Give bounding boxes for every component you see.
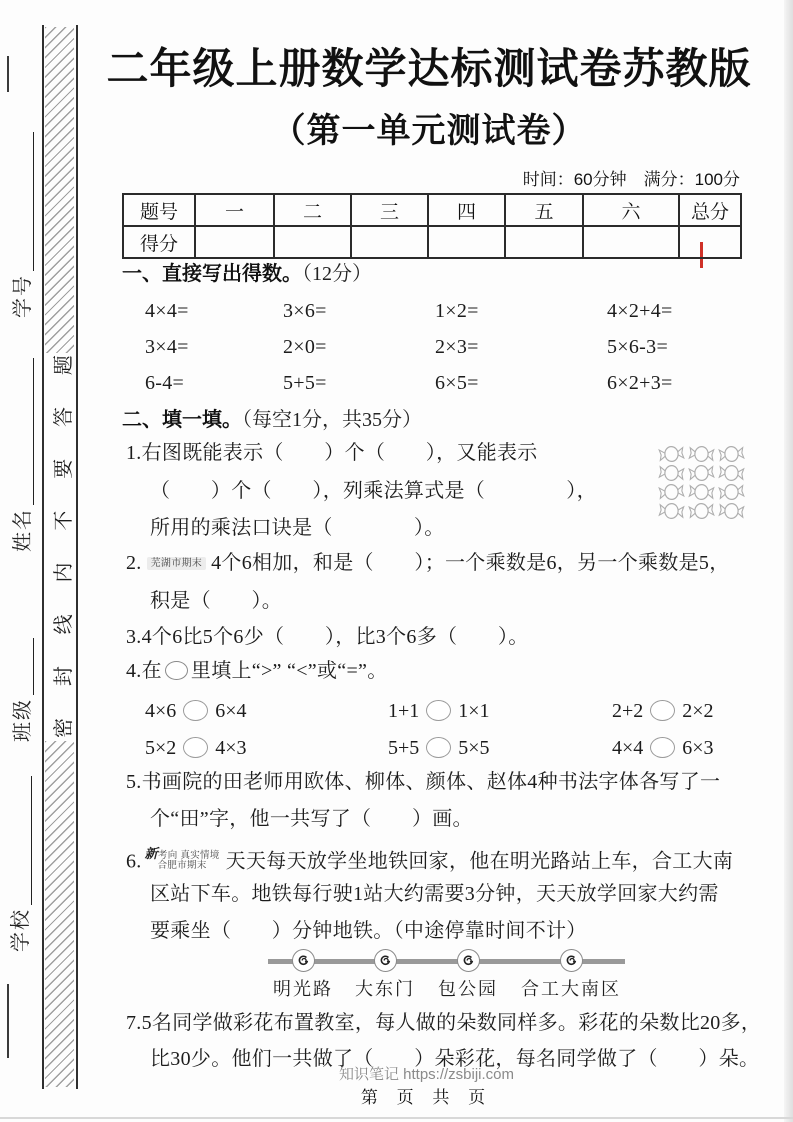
q2-line1-text: 4个6相加，和是（ ）；一个乘数是6，另一个乘数是5， xyxy=(211,552,730,574)
seal-warning-text: 密 封 线 内 不 要 答 题 xyxy=(52,355,75,738)
math-problem: 4×2+4= xyxy=(607,300,673,322)
candy-icon xyxy=(717,444,746,465)
q4-comparison xyxy=(388,737,490,760)
page-subtitle: （第一单元测试卷） xyxy=(271,112,587,150)
blank-circle-icon xyxy=(165,661,188,680)
station-label: 包公园 xyxy=(438,979,498,999)
math-problem: 4×4= xyxy=(145,300,189,322)
student-name-blank-line xyxy=(16,358,34,505)
metro-station-icon xyxy=(374,949,397,972)
metro-station-icon xyxy=(457,949,480,972)
class-field xyxy=(10,638,34,742)
station-label: 大东门 xyxy=(355,979,415,999)
score-header-cell: 二 xyxy=(274,194,351,226)
q4-intro xyxy=(126,661,388,681)
math-problem: 2×3= xyxy=(435,336,479,358)
station-label: 明光路 xyxy=(273,979,333,999)
math-problem: 3×6= xyxy=(283,300,327,322)
q4-right-expr: 1×1 xyxy=(458,700,490,722)
blank-circle-icon xyxy=(426,700,451,721)
q1-line3: 所用的乘法口诀是（ ）。 xyxy=(150,517,445,539)
blank-circle-icon xyxy=(650,737,675,758)
candy-picture-grid xyxy=(658,445,748,521)
q2-line2: 积是（ ）。 xyxy=(150,590,283,612)
score-header-cell: 一 xyxy=(195,194,274,226)
q4-comparison xyxy=(388,700,490,723)
score-table xyxy=(122,193,742,259)
section2-points: （每空1分，共35分） xyxy=(242,409,422,431)
scan-edge-shadow-bottom xyxy=(0,1117,793,1119)
score-empty-cell xyxy=(428,226,505,258)
q4-comparison xyxy=(612,737,714,760)
student-name-label: 姓名 xyxy=(12,508,34,552)
candy-icon xyxy=(717,482,746,503)
candy-icon xyxy=(687,482,715,502)
candy-icon xyxy=(657,501,685,521)
q4-intro-pre: 4.在 xyxy=(126,660,162,682)
q6-number: 6. xyxy=(126,850,142,873)
candy-icon xyxy=(657,482,686,503)
q4-left-expr: 5+5 xyxy=(388,737,420,759)
math-problem: 6-4= xyxy=(145,372,185,394)
student-id-blank-line xyxy=(16,132,34,271)
score-row-label: 得分 xyxy=(123,226,195,258)
score-header-cell: 总分 xyxy=(679,194,741,226)
q4-left-expr: 1+1 xyxy=(388,700,420,722)
q1-line1: 1.右图既能表示（ ）个（ ），又能表示 xyxy=(126,442,538,464)
score-header-cell: 四 xyxy=(428,194,505,226)
score-empty-cell xyxy=(679,226,741,258)
q6-line2: 区站下车。地铁每行驶1站大约需要3分钟，天天放学回家大约需 xyxy=(150,883,719,905)
section1-heading xyxy=(122,264,372,284)
footer-page-number: 第 页 共 页 xyxy=(360,1088,493,1107)
q2-line1 xyxy=(126,553,730,573)
q4-comparison xyxy=(612,700,714,723)
score-header-cell: 三 xyxy=(351,194,428,226)
q3-line1: 3.4个6比5个6少（ ），比3个6多（ ）。 xyxy=(126,626,529,648)
q2-source-badge: 芜湖市期末 xyxy=(147,557,207,570)
blank-circle-icon xyxy=(650,700,675,721)
score-table-header-row xyxy=(123,194,741,226)
score-empty-cell xyxy=(195,226,274,258)
q5-line1: 5.书画院的田老师用欧体、柳体、颜体、赵体4种书法字体各写了一 xyxy=(126,771,721,793)
seal-border-left xyxy=(42,25,44,1089)
math-problem: 2×0= xyxy=(283,336,327,358)
score-header-cell: 题号 xyxy=(123,194,195,226)
seal-hatch-bottom xyxy=(45,741,74,1087)
score-table-score-row xyxy=(123,226,741,258)
q7-line1: 7.5名同学做彩花布置教室，每人做的朵数同样多。彩花的朵数比20多， xyxy=(126,1012,762,1034)
subway-station-hegongdananqu xyxy=(506,949,636,1001)
q4-right-expr: 6×3 xyxy=(682,737,714,759)
exam-time-score-info: 时间：60分钟 满分：100分 xyxy=(522,170,740,189)
footer-watermark: 知识笔记 https://zsbiji.com xyxy=(338,1066,515,1083)
blank-circle-icon xyxy=(183,700,208,721)
seal-border-right xyxy=(76,25,78,1089)
q4-right-expr: 6×4 xyxy=(215,700,247,722)
section1-title: 一、直接写出得数。 xyxy=(122,263,302,285)
q6-badge-brand: 新 xyxy=(144,846,158,861)
q4-right-expr: 4×3 xyxy=(215,737,247,759)
section1-points: （12分） xyxy=(302,263,372,285)
q7-line2: 比30少。他们一共做了（ ）朵彩花，每名同学做了（ ）朵。 xyxy=(150,1048,760,1070)
q6-line1 xyxy=(126,847,733,872)
q5-line2: 个“田”字，他一共写了（ ）画。 xyxy=(150,808,473,830)
math-problem: 5×6-3= xyxy=(607,336,669,358)
score-empty-cell xyxy=(505,226,583,258)
metro-station-icon xyxy=(292,949,315,972)
q2-number: 2. xyxy=(126,552,142,574)
candy-icon xyxy=(717,463,745,483)
q4-left-expr: 4×6 xyxy=(145,700,177,722)
student-id-field xyxy=(10,132,34,318)
student-id-label: 学号 xyxy=(12,274,34,318)
math-problem: 5+5= xyxy=(283,372,327,394)
candy-icon xyxy=(687,501,716,522)
math-problem: 6×5= xyxy=(435,372,479,394)
q6-badge-bottom: 合肥市期末 xyxy=(157,860,207,872)
score-empty-cell xyxy=(583,226,679,258)
school-field xyxy=(8,776,32,952)
q4-comparison xyxy=(145,737,247,760)
q6-source-badge xyxy=(145,847,220,872)
scan-edge-shadow-right xyxy=(784,0,793,1122)
school-label: 学校 xyxy=(10,908,32,952)
class-label: 班级 xyxy=(12,698,34,742)
candy-icon xyxy=(657,463,685,483)
math-problem: 1×2= xyxy=(435,300,479,322)
crop-mark-top xyxy=(7,56,9,92)
q4-left-expr: 2+2 xyxy=(612,700,644,722)
blank-circle-icon xyxy=(426,737,451,758)
station-label: 合工大南区 xyxy=(521,979,621,999)
section2-heading xyxy=(122,410,422,430)
crop-mark-bottom xyxy=(7,984,9,1058)
q6-line1-text: 天天每天放学坐地铁回家，他在明光路站上车，合工大南 xyxy=(225,850,734,873)
q6-badge-top: 考向 真实情境 xyxy=(157,850,220,861)
q4-right-expr: 5×5 xyxy=(458,737,490,759)
metro-station-icon xyxy=(560,949,583,972)
blank-circle-icon xyxy=(183,737,208,758)
school-blank-line xyxy=(14,776,32,905)
q4-left-expr: 5×2 xyxy=(145,737,177,759)
score-header-cell: 五 xyxy=(505,194,583,226)
seal-hatch-top xyxy=(45,27,74,353)
score-empty-cell xyxy=(351,226,428,258)
q4-comparison xyxy=(145,700,247,723)
student-name-field xyxy=(10,358,34,552)
math-problem: 3×4= xyxy=(145,336,189,358)
candy-icon xyxy=(717,501,745,521)
score-header-cell: 六 xyxy=(583,194,679,226)
class-blank-line xyxy=(16,638,34,695)
q6-line3: 要乘坐（ ）分钟地铁。（中途停靠时间不计） xyxy=(150,920,587,942)
q1-line2: （ ）个（ ），列乘法算式是（ ）， xyxy=(150,480,597,502)
q4-right-expr: 2×2 xyxy=(682,700,714,722)
candy-icon xyxy=(687,444,715,464)
page-title: 二年级上册数学达标测试卷苏教版 xyxy=(106,45,752,92)
q4-intro-post: 里填上“>” “<”或“=”。 xyxy=(190,660,388,682)
section2-title: 二、填一填。 xyxy=(122,409,242,431)
math-problem: 6×2+3= xyxy=(607,372,673,394)
score-empty-cell xyxy=(274,226,351,258)
q4-left-expr: 4×4 xyxy=(612,737,644,759)
candy-icon xyxy=(687,463,716,484)
candy-icon xyxy=(657,444,686,465)
